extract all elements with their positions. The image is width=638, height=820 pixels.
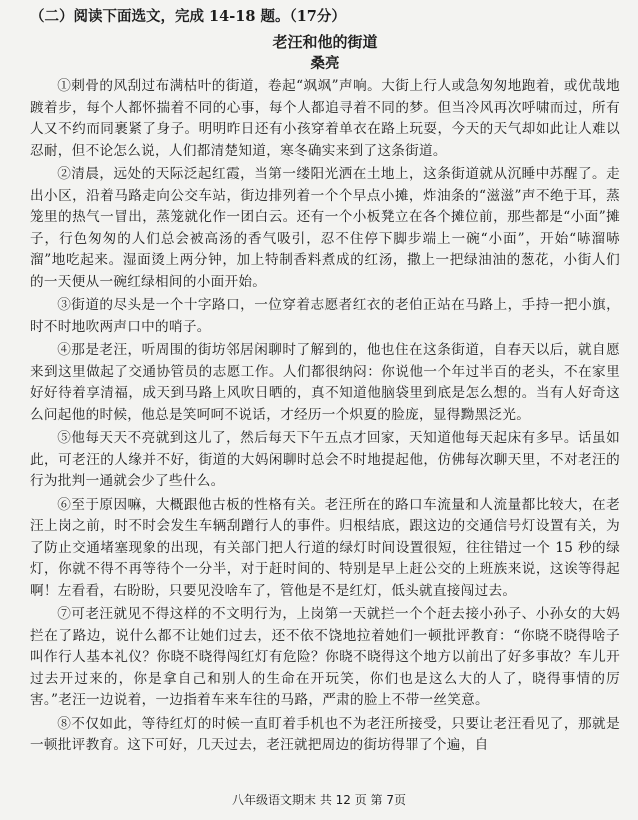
paragraph-1: ①刺骨的风刮过布满枯叶的街道，卷起“飒飒”声响。大街上行人或急匆匆地跑着，或优哉地踱着步，每个人都怀揣着不同的心事，每个人都追寻着不同的梦。但当冷风再次呼啸而过，所有人又不约而同裹紧了身子。明明昨日还有小孩穿着单衣在路上玩耍，今天的天气却如此让人难以忍耐，但不论怎么说，人们都清楚知道，寒冬确实来到了这条街道。 bbox=[30, 78, 620, 159]
paragraph-7: ⑦可老汪就见不得这样的不文明行为，上岗第一天就拦一个个赶去接小孙子、小孙女的大妈拦在了路边，说什么都不让她们过去，还不依不饶地拉着她们一顿批评教育：“你晓不晓得啥子叫作行人基本礼仪？你晓不晓得闯红灯有危险？你晓不晓得这个地方以前出了好多事故？车儿开过去开过来的，你是拿自己和别人的生命在开玩笑，你们也是这么大的人了，晓得事情的厉害。”老汪一边说着，一边指着车来车往的马路，严肃的脸上不带一丝笑意。 bbox=[30, 606, 620, 708]
paragraph-6: ⑥至于原因嘛，大概跟他古板的性格有关。老汪所在的路口车流量和人流量都比较大，在老汪上岗之前，时不时会发生车辆刮蹭行人的事件。归根结底，跟这边的交通信号灯设置有关，为了防止交通堵塞现象的出现，有关部门把人行道的绿灯时间设置很短，往往错过一个 15 秒的绿灯，你就不得不再等待个一分半，对于赶时间的、特别是早上赶公交的上班族来说，这诶等得起啊！左看看，右盼盼，只要见没啥车了，管他是不是红灯，低头就直接闯过去。 bbox=[30, 496, 620, 599]
paragraph-2: ②清晨，远处的天际泛起红霞，当第一缕阳光洒在土地上，这条街道就从沉睡中苏醒了。走出小区，沿着马路走向公交车站，街边排列着一个个早点小摊，炸油条的“滋滋”声不绝于耳，蒸笼里的热气一冒出，蒸笼就化作一团白云。还有一个小板凳立在各个摊位前，那些都是“小面”摊子，行色匆匆的人们总会被高汤的香气吸引，忍不住停下脚步端上一碗“小面”，开始“哧溜哧溜”地吃起来。湿面烫上两分钟，加上特制香料煮成的红汤，撒上一把绿油油的葱花，小街人们的一天便从一碗红绿相间的小面开始。 bbox=[30, 166, 620, 290]
page-footer: 八年级语文期末 共 12 页 第 7页 bbox=[232, 793, 406, 807]
paragraph-4: ④那是老汪，听周围的街坊邻居闲聊时了解到的，他也住在这条街道，自春天以后，就自愿来到这里做起了交通协管员的志愿工作。人们都很纳闷：你说他一个年过半百的老头，不在家里好好待着享清福，成天到马路上风吹日晒的，真不知道他脑袋里到底是怎么想的。当有人好奇这么问起他的时候，他总是笑呵呵不说话，才经历一个炽夏的脸庞，显得黝黑泛光。 bbox=[30, 342, 620, 423]
article-title: 老汪和他的街道 bbox=[272, 33, 378, 51]
paragraph-5: ⑤他每天天不亮就到这儿了，然后每天下午五点才回家，天知道他每天起床有多早。话虽如此，可老汪的人缘并不好，街道的大妈闲聊时总会不时地提起他，仿佛每次聊天里，不对老汪的行为批判一通就会少了些什么。 bbox=[30, 430, 620, 489]
paragraph-8: ⑧不仅如此，等待红灯的时候一直盯着手机也不为老汪所接受，只要让老汪看见了，那就是一顿批评教育。这下可好，几天过去，老汪就把周边的街坊得罪了个遍，自 bbox=[30, 715, 620, 753]
article-author: 桑亮 bbox=[310, 55, 340, 72]
paragraph-3: ③街道的尽头是一个十字路口，一位穿着志愿者红衣的老伯正站在马路上，手持一把小旗，时不时地吹两声口中的哨子。 bbox=[30, 297, 620, 335]
section-instruction: （二）阅读下面选文，完成 14-18 题。（17分） bbox=[30, 8, 346, 25]
